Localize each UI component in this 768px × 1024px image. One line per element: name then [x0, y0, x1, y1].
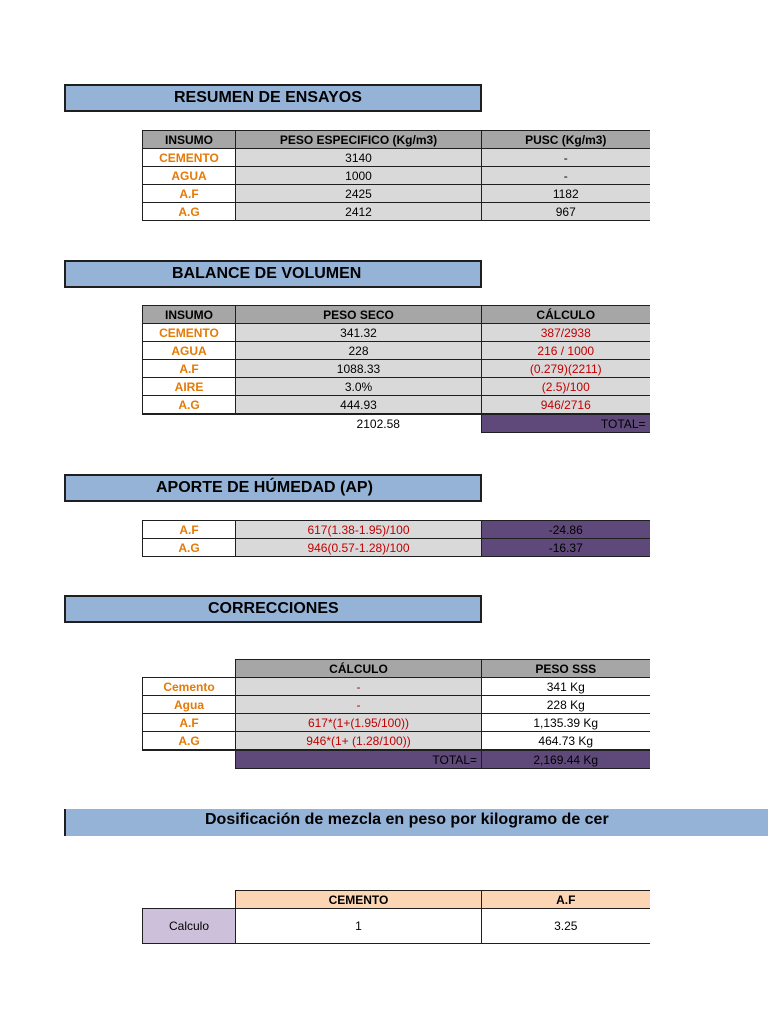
table-cell: 617*(1+(1.95/100)) [236, 714, 482, 732]
table-cell: 3.0% [236, 378, 482, 396]
table-row [143, 203, 650, 221]
table-cell: 1 [236, 909, 482, 944]
total-value: 2,169.44 Kg [482, 750, 650, 769]
table-cell: 617(1.38-1.95)/100 [236, 521, 482, 539]
table-row [143, 378, 650, 396]
row-label: CEMENTO [143, 324, 236, 342]
table-cell: 2412 [236, 203, 482, 221]
table-header-row [143, 131, 650, 149]
column-header: CÁLCULO [482, 306, 650, 324]
column-header: INSUMO [143, 131, 236, 149]
table-cell: 967 [482, 203, 650, 221]
table-cell: 341.32 [236, 324, 482, 342]
section-title-resumen: RESUMEN DE ENSAYOS [174, 89, 362, 106]
sum-value: 2102.58 [236, 414, 482, 433]
table-row [143, 324, 650, 342]
table-cell: 1182 [482, 185, 650, 203]
column-header: PESO SSS [482, 660, 650, 678]
table-row [143, 909, 650, 944]
table-cell: - [236, 678, 482, 696]
row-label: A.G [143, 203, 236, 221]
section-title-correcciones: CORRECCIONES [208, 600, 339, 617]
table-header-row [143, 891, 650, 909]
row-label: CEMENTO [143, 149, 236, 167]
table-cell: (2.5)/100 [482, 378, 650, 396]
row-label: AGUA [143, 167, 236, 185]
table-cell: - [482, 167, 650, 185]
column-header: CÁLCULO [236, 660, 482, 678]
table-cell: 3.25 [482, 909, 650, 944]
table-row [143, 185, 650, 203]
table-row [143, 678, 650, 696]
table-cell: 387/2938 [482, 324, 650, 342]
table-cell: - [236, 696, 482, 714]
table-row [143, 360, 650, 378]
table-cell: - [482, 149, 650, 167]
row-label: A.F [143, 521, 236, 539]
table-cell: 216 / 1000 [482, 342, 650, 360]
total-row [143, 414, 650, 433]
table-cell: 228 Kg [482, 696, 650, 714]
row-label: A.G [143, 539, 236, 557]
row-label: AGUA [143, 342, 236, 360]
row-label: A.F [143, 360, 236, 378]
row-label: Calculo [143, 909, 236, 944]
column-header: CEMENTO [236, 891, 482, 909]
table-cell: 1088.33 [236, 360, 482, 378]
row-label: A.F [143, 714, 236, 732]
row-label: A.G [143, 732, 236, 751]
row-label: A.G [143, 396, 236, 415]
table-cell: -24.86 [482, 521, 650, 539]
column-header: PESO ESPECIFICO (Kg/m3) [236, 131, 482, 149]
table-row [143, 732, 650, 751]
table-row [143, 149, 650, 167]
total-label: TOTAL= [236, 750, 482, 769]
row-label: Cemento [143, 678, 236, 696]
section-header-correcciones [64, 595, 482, 623]
section-header-aporte [64, 474, 482, 502]
resumen-table [142, 130, 650, 221]
table-cell: 946(0.57-1.28)/100 [236, 539, 482, 557]
total-row [143, 750, 650, 769]
column-header: PUSC (Kg/m3) [482, 131, 650, 149]
section-header-balance [64, 260, 482, 288]
table-row [143, 167, 650, 185]
total-label: TOTAL= [482, 414, 650, 433]
aporte-table [142, 520, 650, 557]
section-header-resumen [64, 84, 482, 112]
table-cell: 946*(1+ (1.28/100)) [236, 732, 482, 751]
table-row [143, 396, 650, 415]
table-cell: 1000 [236, 167, 482, 185]
table-cell: 946/2716 [482, 396, 650, 415]
column-header: A.F [482, 891, 650, 909]
table-cell: 3140 [236, 149, 482, 167]
table-cell: 464.73 Kg [482, 732, 650, 751]
row-label: AIRE [143, 378, 236, 396]
table-row [143, 539, 650, 557]
column-header: INSUMO [143, 306, 236, 324]
table-cell: -16.37 [482, 539, 650, 557]
table-cell: 2425 [236, 185, 482, 203]
section-header-dosificacion [64, 809, 768, 836]
table-row [143, 342, 650, 360]
table-cell: 228 [236, 342, 482, 360]
row-label: Agua [143, 696, 236, 714]
table-header-row [143, 660, 650, 678]
table-header-row [143, 306, 650, 324]
row-label: A.F [143, 185, 236, 203]
section-title-balance: BALANCE DE VOLUMEN [172, 265, 362, 282]
table-row [143, 714, 650, 732]
column-header: PESO SECO [236, 306, 482, 324]
correcciones-table [142, 659, 650, 769]
table-cell: 444.93 [236, 396, 482, 415]
dosificacion-table [142, 890, 650, 944]
table-cell: (0.279)(2211) [482, 360, 650, 378]
table-cell: 1,135.39 Kg [482, 714, 650, 732]
balance-table [142, 305, 650, 433]
table-cell: 341 Kg [482, 678, 650, 696]
table-row [143, 696, 650, 714]
section-title-dosificacion: Dosificación de mezcla en peso por kilogramo de cer [205, 811, 609, 828]
table-row [143, 521, 650, 539]
section-title-aporte: APORTE DE HÚMEDAD (AP) [156, 479, 373, 496]
